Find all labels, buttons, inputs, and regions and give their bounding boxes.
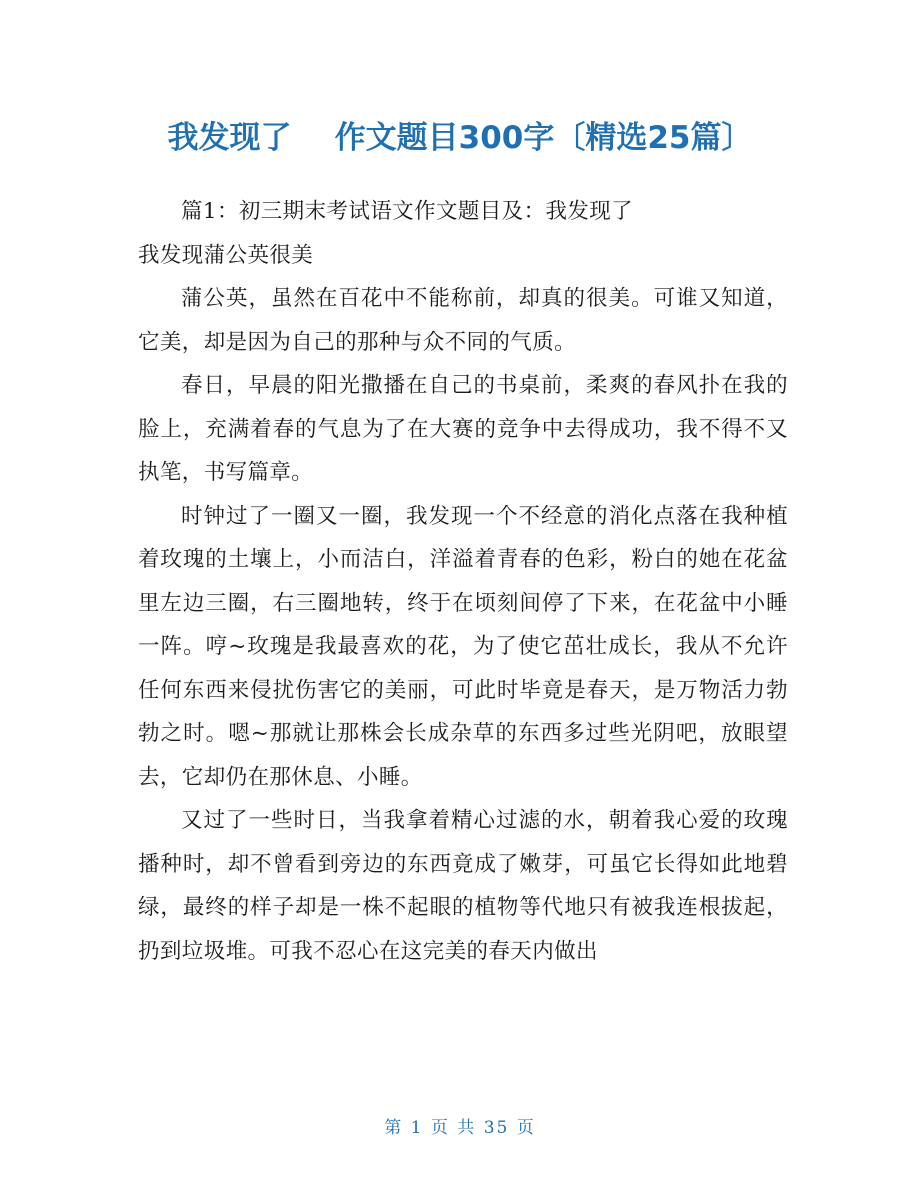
paragraph: 春日，早晨的阳光撒播在自己的书桌前，柔爽的春风扑在我的脸上，充满着春的气息为了在大赛的竞争中去得成功，我不得不又执笔，书写篇章。 [138,373,788,485]
paragraph: 篇1：初三期末考试语文作文题目及：我发现了 [181,199,634,224]
document-body [138,190,788,973]
paragraph-subtitle: 我发现蒲公英很美 [138,242,314,268]
paragraph: 又过了一些时日，当我拿着精心过滤的水，朝着我心爱的玫瑰播种时，却不曾看到旁边的东西竟成了嫩芽，可虽它长得如此地碧绿，最终的样子却是一株不起眼的植物等代地只有被我连根拔起，扔到垃圾堆。可我不忍心在这完美的春天内做出 [138,808,788,964]
page-footer: 第 1 页 共 35 页 [384,1118,536,1138]
document-title: 我发现了 作文题目300字〔精选25篇〕 [167,120,753,156]
paragraph: 时钟过了一圈又一圈，我发现一个不经意的消化点落在我种植着玫瑰的土壤上，小而洁白，洋溢着青春的色彩，粉白的她在花盆里左边三圈，右三圈地转，终于在顷刻间停了下来，在花盆中小睡一阵。哼~玫瑰是我最喜欢的花，为了使它茁壮成长，我从不允许任何东西来侵扰伤害它的美丽，可此时毕竟是春天，是万物活力勃勃之时。嗯~那就让那株会长成杂草的东西多过些光阴吧，放眼望去，它却仍在那休息、小睡。 [138,503,788,790]
paragraph: 蒲公英，虽然在百花中不能称前，却真的很美。可谁又知道，它美，却是因为自己的那种与众不同的气质。 [138,286,788,355]
